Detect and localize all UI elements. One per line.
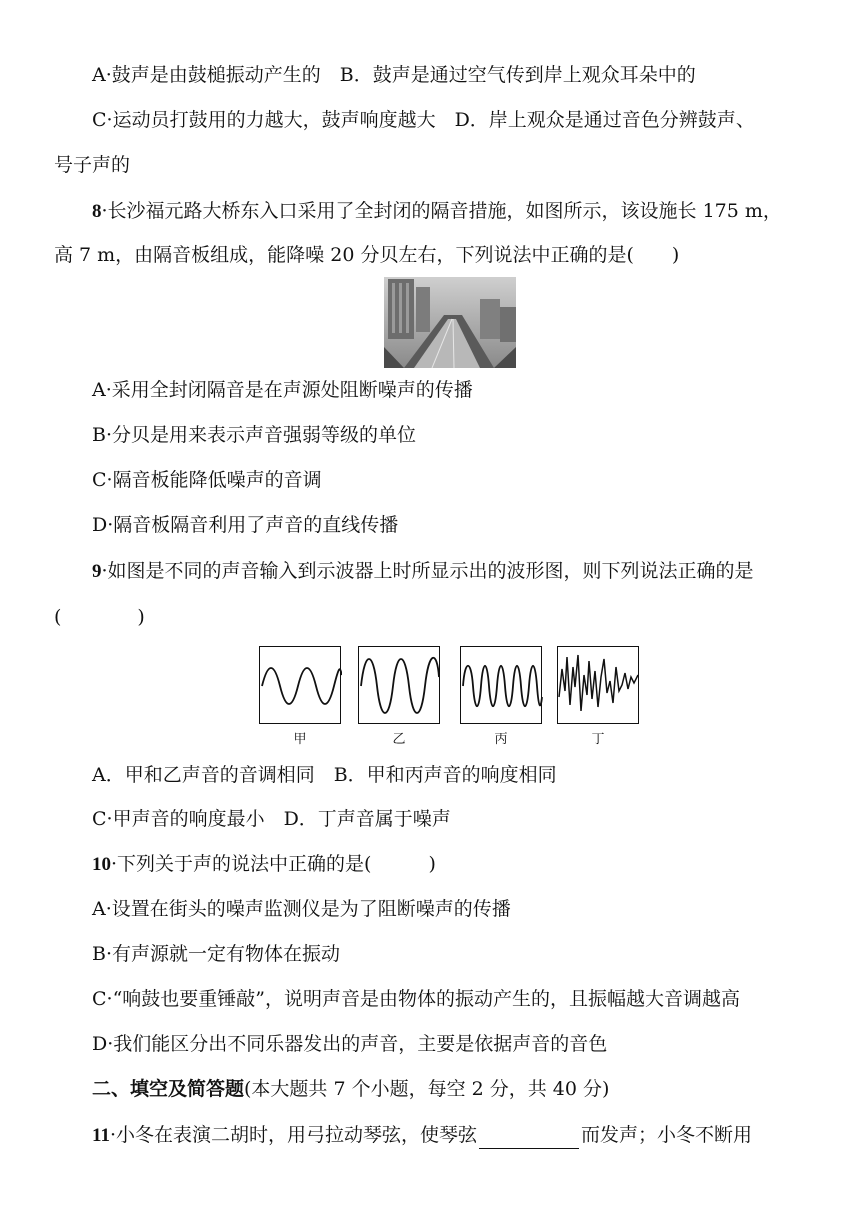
q10-option-c: C·“响鼓也要重锤敲”，说明声音是由物体的振动产生的，且振幅越大音调越高 [92, 988, 741, 1010]
q8-stem-line2: 高 7 m，由隔音板组成，能降噪 20 分贝左右，下列说法中正确的是( ) [54, 244, 680, 266]
q10-number: 10 [92, 854, 111, 875]
section2-heading [92, 1076, 609, 1102]
q8-number: 8 [92, 201, 102, 222]
q11-stem-before: ·小冬在表演二胡时，用弓拉动琴弦，使琴弦 [109, 1124, 477, 1146]
q9-number: 9 [92, 561, 102, 582]
waveform-label-bing: 丙 [494, 732, 508, 747]
section2-title: 二、填空及简答题 [92, 1078, 245, 1100]
q9-stem-line1 [92, 558, 754, 585]
q10-stem [92, 851, 436, 878]
waveform-label-ding: 丁 [591, 732, 605, 747]
q7-option-d-cont: 号子声的 [54, 154, 131, 176]
q10-option-a: A·设置在街头的噪声监测仪是为了阻断噪声的传播 [92, 898, 511, 920]
q7-options-cd: C·运动员打鼓用的力越大，鼓声响度越大 D．岸上观众是通过音色分辨鼓声、 [92, 109, 755, 131]
q11-answer-blank[interactable] [479, 1128, 579, 1149]
section2-note: (本大题共 7 个小题，每空 2 分，共 40 分) [244, 1078, 610, 1100]
waveform-yi [358, 646, 440, 724]
q8-option-b: B·分贝是用来表示声音强弱等级的单位 [92, 424, 417, 446]
q8-option-c: C·隔音板能降低噪声的音调 [92, 469, 322, 491]
q9-stem-line2: ( ) [54, 606, 145, 628]
waveform-ding [557, 646, 639, 724]
q8-option-a: A·采用全封闭隔音是在声源处阻断噪声的传播 [92, 379, 473, 401]
q11-stem [92, 1122, 752, 1149]
waveform-label-yi: 乙 [392, 732, 406, 747]
q9-options-ab: A．甲和乙声音的音调相同 B．甲和丙声音的响度相同 [92, 764, 557, 786]
q10-stem-text: ·下列关于声的说法中正确的是( ) [111, 853, 436, 875]
waveform-jia [259, 646, 341, 724]
q9-stem-text1: ·如图是不同的声音输入到示波器上时所显示出的波形图，则下列说法正确的是 [101, 560, 754, 582]
q8-stem-text1: ·长沙福元路大桥东入口采用了全封闭的隔音措施，如图所示，该设施长 175 m， [101, 200, 782, 222]
waveform-label-jia: 甲 [293, 732, 307, 747]
q8-option-d: D·隔音板隔音利用了声音的直线传播 [92, 514, 399, 536]
q8-stem-line1 [92, 198, 782, 225]
q10-option-b: B·有声源就一定有物体在振动 [92, 943, 341, 965]
q11-number: 11 [92, 1125, 110, 1146]
waveform-bing [460, 646, 542, 724]
q11-stem-after: 而发声；小冬不断用 [581, 1124, 753, 1146]
q9-options-cd: C·甲声音的响度最小 D．丁声音属于噪声 [92, 808, 451, 830]
bridge-photo [384, 277, 516, 368]
q7-options-ab: A·鼓声是由鼓槌振动产生的 B．鼓声是通过空气传到岸上观众耳朵中的 [92, 64, 696, 86]
q10-option-d: D·我们能区分出不同乐器发出的声音，主要是依据声音的音色 [92, 1033, 608, 1055]
